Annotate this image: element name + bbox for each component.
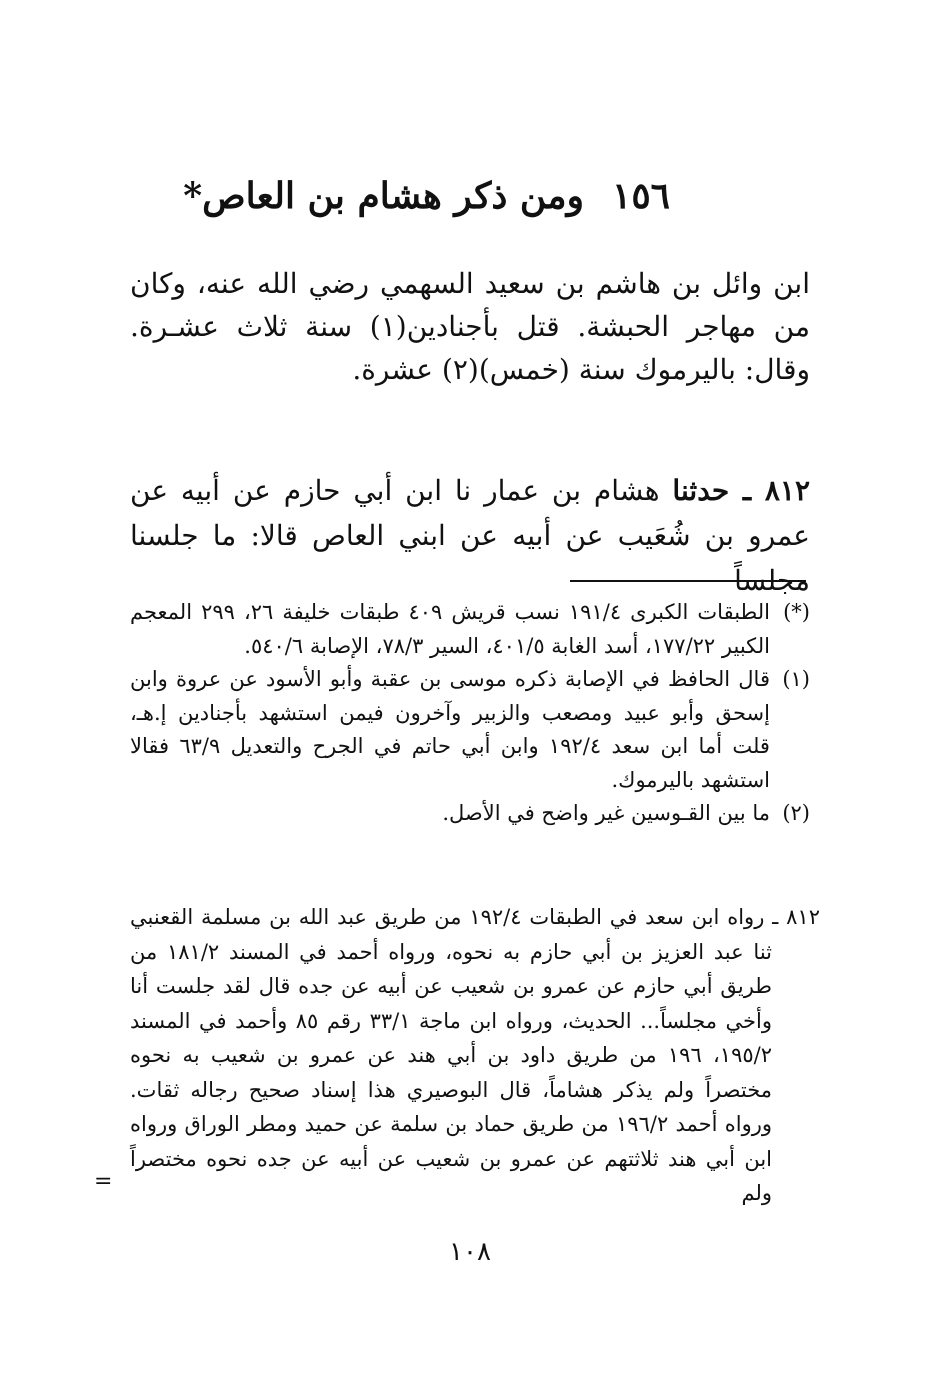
footnote-text: قال الحافظ في الإصابة ذكره موسى بن عقبة وأبو الأسود عن عروة وابن إسحق وأبو عبيد ومصعب والزبير وآخرون فيمن استشهد بأجنادين إ.هـ، قلت أما ابن سعد ١٩٢/٤ وابن أبي حاتم في الجرح والتعديل ٦٣/٩ فقالا استشهد باليرموك. [130,667,770,792]
footnote [130,596,810,663]
footnote-separator [570,580,806,582]
intro-paragraph [130,262,810,391]
hadith-sources-text: ٨١٢ ـ رواه ابن سعد في الطبقات ١٩٢/٤ من طريق عبد الله بن مسلمة القعنبي ثنا عبد العزيز بن أبي حازم به نحوه، ورواه أحمد في المسند ١٨١/٢ من طريق أبي حازم عن عمرو بن شعيب عن أبيه عن جده قال لقد جلست أنا وأخي مجلساً... الحديث، ورواه ابن ماجة ٣٣/١ رقم ٨٥ وأحمد في المسند ١٩٥/٢، ١٩٦ من طريق داود بن أبي هند عن عمرو بن شعيب به نحوه مختصراً ولم يذكر هشاماً، قال البوصيري هذا إسناد صحيح رجاله ثقات. ورواه أحمد ١٩٦/٢ من طريق حماد بن سلمة عن حميد ومطر الوراق ورواه ابن أبي هند ثلاثتهم عن عمرو بن شعيب عن أبيه عن جده نحوه مختصراً ولم [130,905,820,1205]
footnote-mark: (*) [783,600,810,624]
section-number: ١٥٦ [611,175,670,217]
hadith-sources-note [130,900,820,1211]
intro-text: ابن وائل بن هاشم بن سعيد السهمي رضي الله عنه، وكان من مهاجر الحبشة. قتل بأجنادين(١) سنة ثلاث عشـرة. وقال: باليرموك سنة (خمس)(٢) عشرة. [130,267,810,386]
section-heading [183,172,670,220]
footnote [130,797,810,831]
section-title: ومن ذكر هشام بن العاص* [183,175,584,217]
hadith-body [130,468,810,603]
footnote-mark: (١) [782,667,810,691]
hadith-paragraph [130,468,810,603]
hadith-lead: ٨١٢ ـ حدثنا [672,474,810,507]
footnote-text: الطبقات الكبرى ١٩١/٤ نسب قريش ٤٠٩ طبقات خليفة ٢٦، ٢٩٩ المعجم الكبير ١٧٧/٢٢، أسد الغابة ٤٠١/٥، السير ٧٨/٣، الإصابة ٥٤٠/٦. [130,600,770,658]
footnotes [130,596,810,831]
page-number: ١٠٨ [449,1237,491,1267]
hadith-text: هشام بن عمار نا ابن أبي حازم عن أبيه عن عمرو بن شُعَيب عن أبيه عن ابني العاص قالا: ما جلسنا مجلساً [130,474,810,597]
footnote [130,663,810,797]
continuation-mark: = [94,1169,113,1194]
footnote-text: ما بين القـوسين غير واضح في الأصل. [442,801,770,825]
footnote-mark: (٢) [782,801,810,825]
